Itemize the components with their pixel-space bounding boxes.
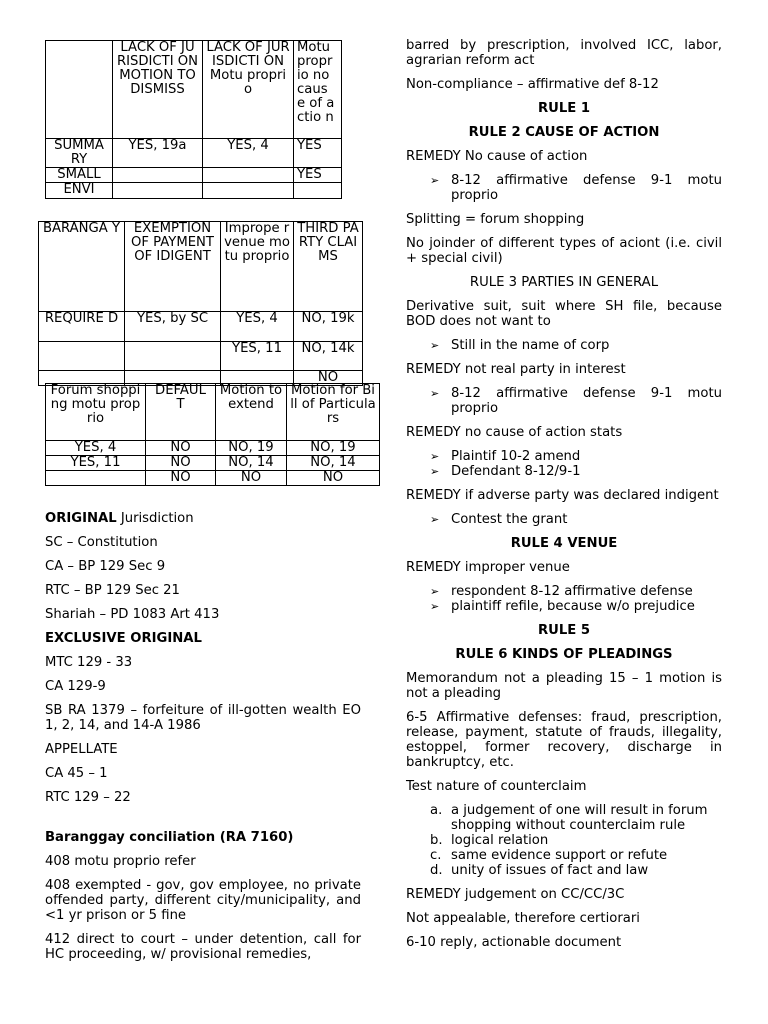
table-cell: NO	[146, 456, 216, 471]
section-heading: RULE 1	[537, 101, 591, 116]
list-item: b. logical relation	[430, 833, 549, 848]
lettered-list	[406, 803, 722, 878]
paragraph: barred by prescription, involved ICC, labor, agrarian reform act	[406, 38, 722, 68]
table-cell: Imprope r venue motu proprio	[221, 222, 294, 312]
table-cell: NO	[294, 371, 363, 386]
paragraph: No joinder of different types of aciont (i.e. civil + special civil)	[406, 236, 722, 266]
table-row	[46, 183, 342, 199]
text-line: Shariah – PD 1083 Art 413	[45, 607, 220, 622]
bullet-list	[406, 449, 722, 479]
table-header-row	[46, 41, 342, 139]
section-heading: RULE 4 VENUE	[510, 536, 618, 551]
text-line: Not appealable, therefore certiorari	[406, 911, 640, 926]
text-line: RTC 129 – 22	[45, 790, 131, 805]
bullet-list	[406, 584, 722, 614]
list-item: ➢ plaintiff refile, because w/o prejudice	[430, 599, 695, 614]
table-cell: REQUIRE D	[39, 312, 125, 342]
table-cell: YES, 4	[221, 312, 294, 342]
text-line: Non-compliance – affirmative def 8-12	[406, 77, 659, 92]
table-cell: Motion to extend	[216, 384, 287, 441]
arrow-bullet-icon: ➢	[430, 339, 440, 352]
table-cell: NO, 14	[216, 456, 287, 471]
section-heading: EXCLUSIVE ORIGINAL	[45, 631, 202, 646]
table-cell: NO	[146, 441, 216, 456]
table-cell	[46, 41, 113, 139]
paragraph: SB RA 1379 – forfeiture of ill-gotten wealth EO 1, 2, 14, and 14-A 1986	[45, 703, 361, 733]
arrow-bullet-icon: ➢	[430, 450, 440, 463]
section-heading: RULE 3 PARTIES IN GENERAL	[469, 275, 659, 290]
bullet-list	[406, 338, 722, 353]
table-header-row	[39, 222, 363, 312]
table-cell: NO	[146, 471, 216, 486]
original-jurisdiction-heading: ORIGINAL Jurisdiction	[45, 511, 194, 526]
list-item: ➢ Defendant 8-12/9-1	[430, 464, 581, 479]
table-cell: YES, 11	[221, 342, 294, 371]
table-cell	[125, 342, 221, 371]
table-cell: NO, 14	[287, 456, 380, 471]
table-cell: NO	[216, 471, 287, 486]
list-item: ➢ 8-12 affirmative defense 9-1 motu proprio	[430, 386, 722, 416]
table-cell: Motu propr io no caus e of actio n	[294, 41, 342, 139]
bullet-list	[406, 173, 722, 203]
table-cell: LACK OF JURISDICTI ON Motu proprio	[203, 41, 294, 139]
list-item: ➢ Plaintif 10-2 amend	[430, 449, 581, 464]
arrow-bullet-icon: ➢	[430, 174, 440, 187]
paragraph: 6-5 Affirmative defenses: fraud, prescription, release, payment, statute of frauds, illegality, estoppel, former recovery, discharge in bankruptcy, etc.	[406, 710, 722, 770]
section-heading: RULE 6 KINDS OF PLEADINGS	[455, 647, 673, 662]
paragraph: Derivative suit, suit where SH file, because BOD does not want to	[406, 299, 722, 329]
table-cell: NO, 19	[287, 441, 380, 456]
paragraph: Memorandum not a pleading 15 – 1 motion is not a pleading	[406, 671, 722, 701]
text-line: REMEDY not real party in interest	[406, 362, 626, 377]
table-cell: BARANGA Y	[39, 222, 125, 312]
right-column	[406, 38, 722, 959]
arrow-bullet-icon: ➢	[430, 600, 440, 613]
table-row	[39, 312, 363, 342]
text-line: RTC – BP 129 Sec 21	[45, 583, 180, 598]
table-cell	[39, 342, 125, 371]
list-item: c. same evidence support or refute	[430, 848, 668, 863]
text-line: Test nature of counterclaim	[406, 779, 587, 794]
table-cell: THIRD PARTY CLAIMS	[294, 222, 363, 312]
list-item: ➢ respondent 8-12 affirmative defense	[430, 584, 693, 599]
list-item: ➢ Still in the name of corp	[430, 338, 610, 353]
table-cell	[113, 183, 203, 199]
list-item: d. unity of issues of fact and law	[430, 863, 649, 878]
bullet-list	[406, 512, 722, 527]
paragraph: REMEDY if adverse party was declared indigent	[406, 488, 719, 503]
table-cell: DEFAUL T	[146, 384, 216, 441]
table-cell: YES, 4	[46, 441, 146, 456]
table-cell: SUMMA RY	[46, 139, 113, 168]
list-item: ➢ 8-12 affirmative defense 9-1 motu proprio	[430, 173, 722, 203]
text-line: Splitting = forum shopping	[406, 212, 585, 227]
table-cell: NO	[287, 471, 380, 486]
table-cell: LACK OF JURISDICTI ON MOTION TO DISMISS	[113, 41, 203, 139]
table-cell	[203, 168, 294, 183]
table-cell: YES	[294, 139, 342, 168]
section-heading: RULE 2 CAUSE OF ACTION	[468, 125, 660, 140]
table-cell	[294, 183, 342, 199]
bullet-list	[406, 386, 722, 416]
table-cell: Motion for Bill of Particulars	[287, 384, 380, 441]
table-cell: NO, 14k	[294, 342, 363, 371]
table-cell: NO, 19k	[294, 312, 363, 342]
table-motions	[45, 383, 380, 486]
paragraph: 408 exempted - gov, gov employee, no private offended party, different city/municipality, and <1 yr prison or 5 fine	[45, 878, 361, 923]
text-line: CA 129-9	[45, 679, 106, 694]
table-cell: YES, 11	[46, 456, 146, 471]
paragraph: 412 direct to court – under detention, call for HC proceeding, w/ provisional remedies,	[45, 932, 361, 962]
table-cell: ENVI	[46, 183, 113, 199]
table-row	[46, 456, 380, 471]
table-row	[46, 441, 380, 456]
text-line: REMEDY judgement on CC/CC/3C	[406, 887, 625, 902]
text-line: 408 motu proprio refer	[45, 854, 196, 869]
section-heading: APPELLATE	[45, 742, 118, 757]
arrow-bullet-icon: ➢	[430, 465, 440, 478]
text-line: REMEDY improper venue	[406, 560, 570, 575]
text-line: REMEDY no cause of action stats	[406, 425, 623, 440]
table-barangay	[38, 221, 363, 386]
table-cell: Forum shopping motu proprio	[46, 384, 146, 441]
text-line: CA 45 – 1	[45, 766, 108, 781]
text-line: 6-10 reply, actionable document	[406, 935, 622, 950]
table-cell: NO, 19	[216, 441, 287, 456]
arrow-bullet-icon: ➢	[430, 585, 440, 598]
table-row	[46, 471, 380, 486]
text-line: REMEDY No cause of action	[406, 149, 588, 164]
table-cell	[113, 168, 203, 183]
section-heading: Baranggay conciliation (RA 7160)	[45, 830, 294, 845]
table-cell: EXEMPTION OF PAYMENT OF IDIGENT	[125, 222, 221, 312]
table-cell: YES, 4	[203, 139, 294, 168]
list-item: ➢ Contest the grant	[430, 512, 568, 527]
text-line: CA – BP 129 Sec 9	[45, 559, 166, 574]
left-column	[45, 511, 361, 971]
table-cell: SMALL	[46, 168, 113, 183]
arrow-bullet-icon: ➢	[430, 513, 440, 526]
text-line: MTC 129 - 33	[45, 655, 133, 670]
table-cell: YES, by SC	[125, 312, 221, 342]
text-line: SC – Constitution	[45, 535, 158, 550]
table-row	[46, 168, 342, 183]
table-cell: YES, 19a	[113, 139, 203, 168]
table-row	[39, 342, 363, 371]
arrow-bullet-icon: ➢	[430, 387, 440, 400]
table-cell	[46, 471, 146, 486]
table-jurisdiction	[45, 40, 342, 199]
table-header-row	[46, 384, 380, 441]
list-item: a. a judgement of one will result in forum shopping without counterclaim rule	[430, 803, 708, 833]
table-cell: YES	[294, 168, 342, 183]
section-heading: RULE 5	[537, 623, 591, 638]
table-row	[46, 139, 342, 168]
table-cell	[203, 183, 294, 199]
